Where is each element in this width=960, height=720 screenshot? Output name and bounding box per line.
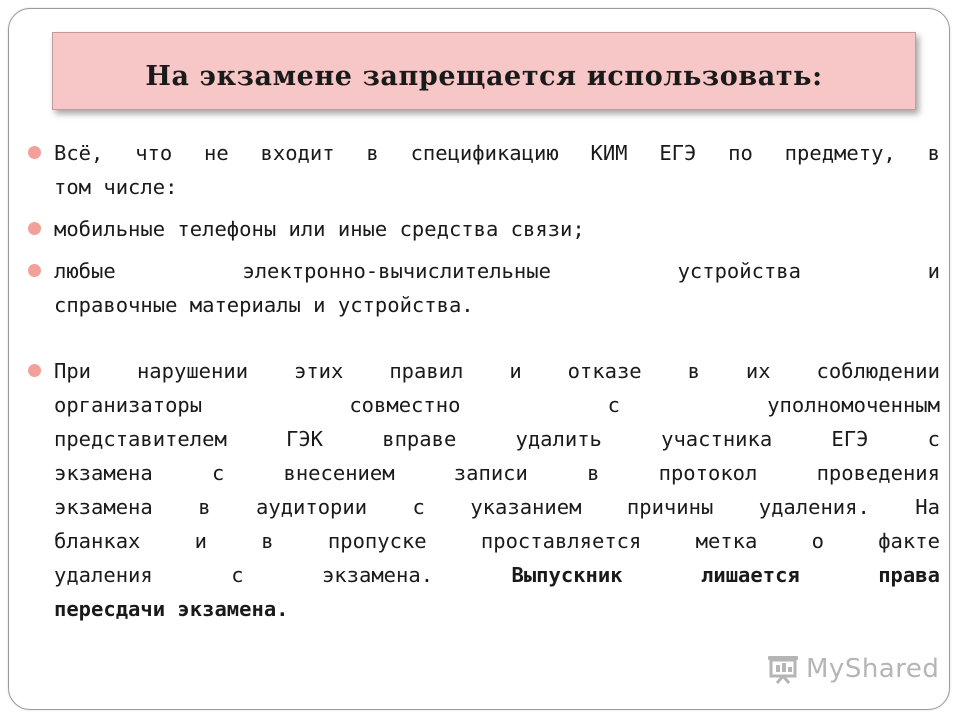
word: в bbox=[927, 141, 940, 165]
word: ЕГЭ bbox=[659, 141, 697, 165]
word: Всё, bbox=[54, 141, 104, 165]
word: экзамена bbox=[54, 495, 153, 519]
word: совместно bbox=[349, 393, 461, 417]
bullet-paragraph bbox=[54, 354, 940, 626]
bullet-line bbox=[54, 254, 940, 288]
bullet-line bbox=[54, 558, 940, 592]
word: этих bbox=[294, 359, 344, 383]
word: проведения bbox=[816, 461, 940, 485]
word: права bbox=[878, 563, 940, 587]
word: записи bbox=[453, 461, 528, 485]
word: протокол bbox=[658, 461, 758, 485]
word: о bbox=[811, 529, 824, 553]
bullet-item bbox=[28, 212, 940, 246]
word: Выпускник bbox=[511, 563, 623, 587]
word: входит bbox=[260, 141, 335, 165]
word: с bbox=[211, 461, 225, 485]
word: удалить bbox=[515, 427, 602, 451]
word: ГЭК bbox=[286, 427, 324, 451]
word: удаления. bbox=[758, 495, 870, 519]
slide-title: На экзамене запрещается использовать: bbox=[145, 60, 823, 92]
word: проставляется bbox=[480, 529, 642, 553]
word: по bbox=[728, 141, 753, 165]
bullet-item bbox=[28, 254, 940, 322]
word: представителем bbox=[54, 427, 227, 451]
word: указанием bbox=[470, 495, 582, 519]
word: с bbox=[412, 495, 425, 519]
bullet-line: справочные материалы и устройства. bbox=[54, 293, 474, 317]
word: с bbox=[607, 393, 620, 417]
word: ЕГЭ bbox=[831, 427, 869, 451]
word: в bbox=[366, 141, 379, 165]
title-box bbox=[52, 32, 916, 110]
word: в bbox=[687, 359, 700, 383]
word: и bbox=[927, 259, 940, 283]
bullet-line bbox=[54, 136, 940, 170]
word: с bbox=[231, 563, 244, 587]
word: соблюдении bbox=[816, 359, 940, 383]
word: устройства bbox=[677, 259, 801, 283]
word: участника bbox=[661, 427, 773, 451]
word: правил bbox=[389, 359, 464, 383]
slide-content bbox=[28, 136, 940, 626]
word: организаторы bbox=[54, 393, 203, 417]
word: аудитории bbox=[256, 495, 368, 519]
word: КИМ bbox=[590, 141, 628, 165]
bullet-line: пересдачи экзамена. bbox=[54, 597, 289, 621]
word: экзамена. bbox=[321, 563, 434, 587]
bullet-line bbox=[54, 388, 940, 422]
bullet-line bbox=[54, 354, 940, 388]
word: и bbox=[194, 529, 208, 553]
word: метка bbox=[695, 529, 758, 553]
word: факте bbox=[878, 529, 940, 553]
word: с bbox=[927, 427, 940, 451]
bullet-item bbox=[28, 136, 940, 204]
word: При bbox=[54, 359, 92, 383]
bullet-dot-icon bbox=[28, 264, 41, 277]
word: их bbox=[745, 359, 771, 383]
word: На bbox=[915, 495, 940, 519]
word: предмету, bbox=[784, 141, 896, 165]
bullet-line: том числе: bbox=[54, 175, 178, 199]
watermark-text: MyShared bbox=[806, 654, 940, 684]
bullet-dot-icon bbox=[28, 364, 41, 377]
bullet-line bbox=[54, 490, 940, 524]
watermark bbox=[766, 654, 939, 684]
bullet-line bbox=[54, 524, 940, 558]
bullet-dot-icon bbox=[28, 222, 41, 235]
bullet-dot-icon bbox=[28, 146, 41, 159]
word: отказе bbox=[567, 359, 642, 383]
bullet-item bbox=[28, 354, 940, 626]
word: лишается bbox=[701, 563, 800, 587]
word: не bbox=[204, 141, 229, 165]
word: пропуске bbox=[327, 529, 427, 553]
word: уполномоченным bbox=[767, 393, 940, 417]
word: любые bbox=[54, 259, 116, 283]
word: и bbox=[509, 359, 522, 383]
word: вправе bbox=[382, 427, 457, 451]
word: что bbox=[135, 141, 173, 165]
bullet-line bbox=[54, 456, 940, 490]
word: причины bbox=[626, 495, 714, 519]
bullet-line bbox=[54, 422, 940, 456]
word: бланках bbox=[54, 529, 141, 553]
word: в bbox=[587, 461, 600, 485]
word: внесением bbox=[283, 461, 395, 485]
word: нарушении bbox=[136, 359, 249, 383]
word: удаления bbox=[54, 563, 153, 587]
word: в bbox=[261, 529, 274, 553]
word: электронно-вычислительные bbox=[242, 259, 551, 283]
word: в bbox=[198, 495, 211, 519]
bullet-text: мобильные телефоны или иные средства связи; bbox=[54, 217, 585, 241]
projector-screen-icon bbox=[766, 654, 800, 684]
word: экзамена bbox=[54, 461, 153, 485]
word: спецификацию bbox=[410, 141, 559, 165]
